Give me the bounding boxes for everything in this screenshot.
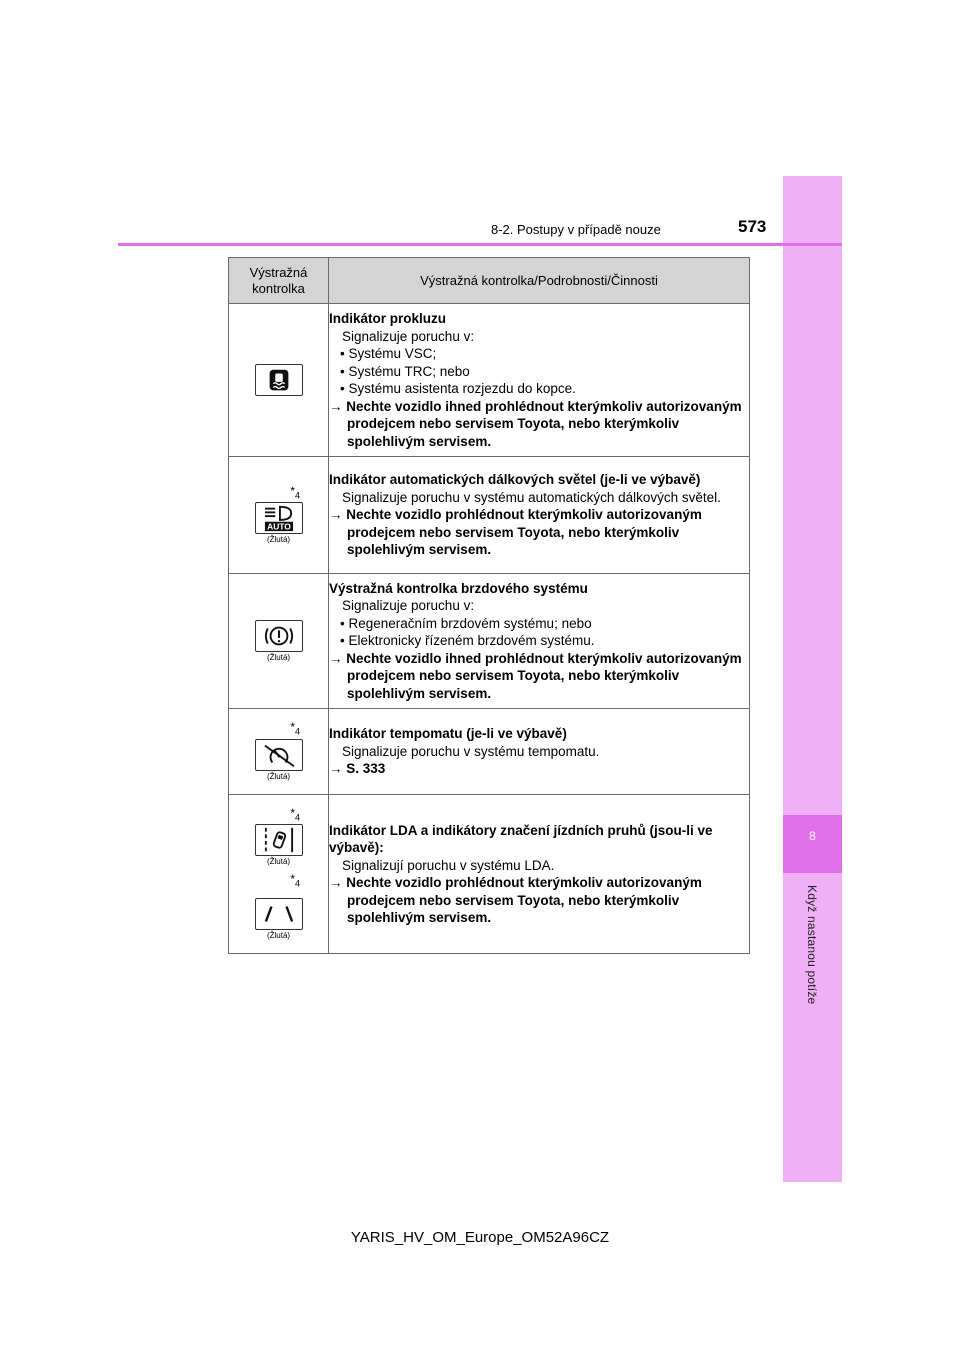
brake-system-icon — [255, 620, 303, 652]
details-cell — [329, 709, 750, 795]
row-description: Signalizují poruchu v systému LDA. — [342, 857, 555, 873]
icon-cell — [229, 709, 329, 795]
list-item: • Regeneračním brzdovém systému; nebo — [340, 615, 592, 631]
list-item: • Elektronicky řízeném brzdovém systému. — [340, 633, 595, 649]
side-chapter-label: Když nastanou potíže — [805, 885, 819, 1005]
table-row — [229, 457, 750, 574]
icon-caption: (Žlutá) — [266, 771, 291, 781]
auto-high-beam-icon — [255, 502, 303, 534]
row-title: Indikátor automatických dálkových světel (je-li ve výbavě) — [329, 472, 701, 488]
side-chapter-number: 8 — [809, 829, 816, 843]
list-item: • Systému VSC; — [340, 346, 437, 361]
icon-caption: (Žlutá) — [266, 931, 291, 941]
side-chapter-number-box — [783, 815, 842, 873]
header-section-title: 8-2. Postupy v případě nouze — [491, 222, 661, 237]
col-header-details: Výstražná kontrolka/Podrobnosti/Činnosti — [329, 258, 750, 304]
footnote-marker: $*_4$ — [290, 720, 300, 737]
icon-caption: (Žlutá) — [266, 857, 291, 866]
table-row — [229, 795, 750, 954]
icon-cell — [229, 457, 329, 574]
details-cell — [329, 457, 750, 574]
row-action: → Nechte vozidlo prohlédnout kterýmkoliv autorizovaným prodejcem nebo servisem Toyota, nebo kterýmkoliv spolehlivým servisem. — [329, 507, 702, 558]
icon-cell — [229, 574, 329, 709]
details-cell — [329, 795, 750, 954]
table-row — [229, 709, 750, 795]
row-title: Indikátor tempomatu (je-li ve výbavě) — [329, 726, 567, 742]
table-row — [229, 574, 750, 709]
header-divider — [118, 243, 842, 246]
icon-cell — [229, 795, 329, 954]
details-cell — [329, 574, 750, 709]
footnote-marker: $*_4$ — [290, 805, 300, 822]
footnote-marker: $*_4$ — [290, 872, 300, 889]
side-chapter-tab — [783, 176, 842, 1182]
icon-caption: (Žlutá) — [266, 535, 291, 545]
row-action: → S. 333 — [329, 761, 386, 777]
row-title: Indikátor LDA a indikátory značení jízdních pruhů (jsou-li ve výbavě): — [329, 822, 713, 855]
row-description: Signalizuje poruchu v: — [342, 328, 475, 344]
lda-icon — [255, 824, 303, 856]
cruise-control-icon — [255, 739, 303, 771]
row-description: Signalizuje poruchu v systému tempomatu. — [342, 743, 600, 759]
details-cell — [329, 304, 750, 457]
footnote-marker: $*_4$ — [290, 483, 300, 501]
slip-indicator-icon — [255, 364, 303, 396]
col-header-warning-light: Výstražná kontrolka — [229, 258, 329, 304]
list-item: • Systému asistenta rozjezdu do kopce. — [340, 381, 576, 396]
row-action: → Nechte vozidlo ihned prohlédnout kterýmkoliv autorizovaným prodejcem nebo servisem Toyota, nebo kterýmkoliv spolehlivým servisem. — [329, 398, 742, 449]
list-item: • Systému TRC; nebo — [340, 363, 470, 379]
warning-light-table — [228, 257, 750, 954]
row-description: Signalizuje poruchu v: — [342, 598, 475, 614]
lane-markings-icon — [255, 898, 303, 930]
table-header-row — [229, 258, 750, 304]
row-action: → Nechte vozidlo ihned prohlédnout kterýmkoliv autorizovaným prodejcem nebo servisem Toyota, nebo kterýmkoliv spolehlivým servisem. — [329, 650, 742, 701]
row-action: → Nechte vozidlo prohlédnout kterýmkoliv autorizovaným prodejcem nebo servisem Toyota, nebo kterýmkoliv spolehlivým servisem. — [329, 875, 702, 925]
row-title: Indikátor prokluzu — [329, 311, 447, 326]
row-title: Výstražná kontrolka brzdového systému — [329, 580, 588, 596]
page-number: 573 — [738, 217, 767, 236]
icon-caption: (Žlutá) — [266, 652, 291, 662]
row-description: Signalizuje poruchu v systému automatických dálkových světel. — [342, 489, 721, 505]
svg-text:AUTO: AUTO — [266, 521, 291, 532]
footer-doc-id: YARIS_HV_OM_Europe_OM52A96CZ — [350, 1229, 610, 1246]
table-row — [229, 304, 750, 457]
icon-cell — [229, 304, 329, 457]
